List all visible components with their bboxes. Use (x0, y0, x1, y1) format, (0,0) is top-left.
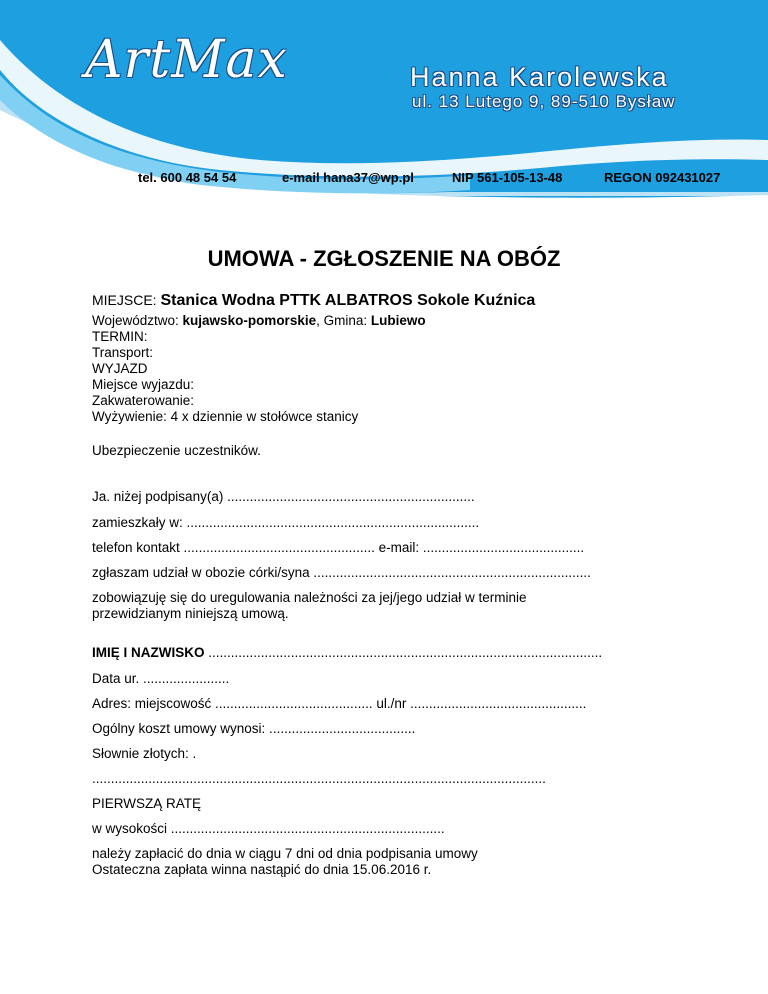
imie-nazwisko-field (92, 645, 602, 660)
termin-label: TERMIN: (92, 329, 148, 344)
transport-label: Transport: (92, 345, 154, 360)
nalezy-text: należy zapłacić do dnia w ciągu 7 dni od dnia podpisania umowy (92, 846, 478, 861)
slownie-field: Słownie złotych: . (92, 746, 197, 761)
wojewodztwo-row (92, 313, 426, 328)
wysokosci-field: w wysokości ......................................................................... (92, 821, 445, 836)
contact-phone: tel. 600 48 54 54 (138, 170, 237, 185)
zobowiazuje-line-1: zobowiązuję się do uregulowania należności za jej/jego udział w terminie (92, 590, 527, 605)
wyjazd-label: WYJAZD (92, 361, 148, 376)
pierwsza-rata-label: PIERWSZĄ RATĘ (92, 796, 202, 811)
contact-email: e-mail hana37@wp.pl (282, 170, 414, 185)
miejsce-value: Stanica Wodna PTTK ALBATROS Sokole Kuźnica (160, 292, 536, 309)
gmina-value: Lubiewo (370, 313, 426, 328)
zglaszam-field: zgłaszam udział w obozie córki/syna .......................................................................... (92, 565, 591, 580)
zakwaterowanie-label: Zakwaterowanie: (92, 393, 195, 408)
document-title: UMOWA - ZGŁOSZENIE NA OBÓZ (207, 246, 561, 271)
wyzywienie-row: Wyżywienie: 4 x dziennie w stołówce stanicy (92, 409, 359, 424)
owner-address: ul. 13 Lutego 9, 89-510 Bysław (412, 92, 676, 111)
zobowiazuje-line-2: przewidzianym niniejszą umową. (92, 606, 289, 621)
contact-regon: REGON 092431027 (604, 170, 721, 185)
miejsce-label: MIEJSCE: (92, 292, 161, 308)
ubezpieczenie-text: Ubezpieczenie uczestników. (92, 443, 261, 458)
adres-field: Adres: miejscowość .......................................... ul./nr ............................................... (92, 696, 587, 711)
letterhead (0, 0, 768, 200)
contact-nip: NIP 561-105-13-48 (452, 170, 563, 185)
zamieszkaly-field: zamieszkały w: .............................................................................. (92, 515, 480, 530)
gmina-label: , Gmina: (316, 313, 371, 328)
artmax-logo: ArtMax (85, 30, 288, 90)
dots-line: ......................................................................................................................... (92, 771, 546, 786)
koszt-field: Ogólny koszt umowy wynosi: ....................................... (92, 721, 416, 736)
data-ur-field: Data ur. ....................... (92, 671, 230, 686)
podpisany-field: Ja. niżej podpisany(a) .................................................................. (92, 489, 475, 504)
woj-label: Województwo: (92, 313, 183, 328)
miejsce-wyjazdu-label: Miejsce wyjazdu: (92, 377, 195, 392)
imie-dots: ......................................................................................................... (204, 645, 603, 660)
owner-name: Hanna Karolewska (410, 62, 669, 92)
telefon-email-field: telefon kontakt ................................................... e-mail: ........................................... (92, 540, 585, 555)
imie-label: IMIĘ I NAZWISKO (92, 645, 205, 660)
woj-value: kujawsko-pomorskie (182, 313, 317, 328)
miejsce-row (92, 292, 535, 310)
ostateczna-text: Ostateczna zapłata winna nastąpić do dnia 15.06.2016 r. (92, 862, 432, 877)
